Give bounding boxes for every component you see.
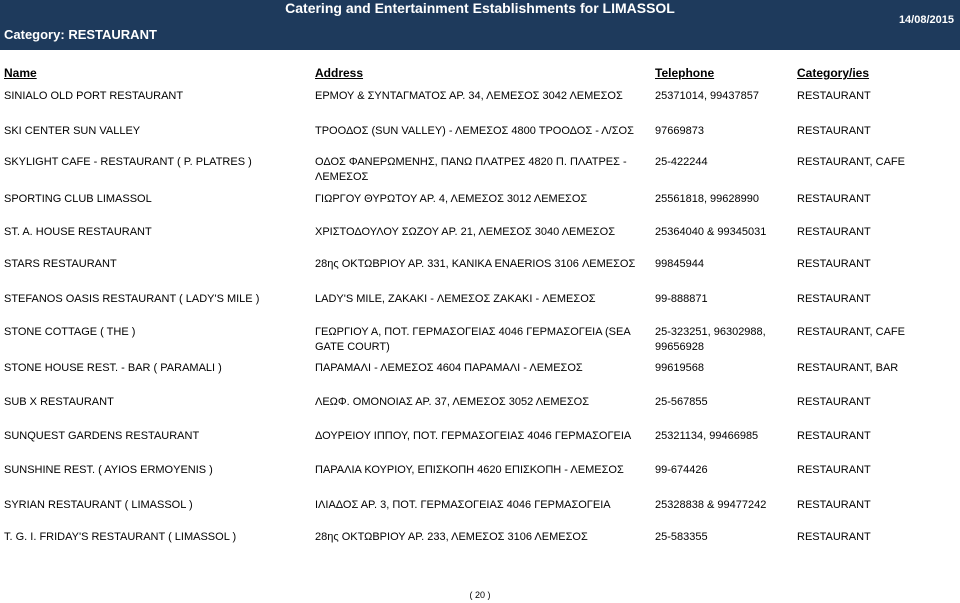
name-cell: SKI CENTER SUN VALLEY [4,125,141,137]
name-cell: SUB X RESTAURANT [4,396,114,408]
category-cell: RESTAURANT [797,499,871,511]
address-cell: ΧΡΙΣΤΟΔΟΥΛΟΥ ΣΩΖΟΥ ΑΡ. 21, ΛΕΜΕΣΟΣ 3040 ΛΕΜΕΣΟΣ [315,226,616,238]
category-cell: RESTAURANT [797,226,871,238]
address-cell: ΤΡΟΟΔΟΣ (SUN VALLEY) - ΛΕΜΕΣΟΣ 4800 ΤΡΟΟΔΟΣ - Λ/ΣΟΣ [315,125,634,137]
address-cell: ΓΙΩΡΓΟΥ ΘΥΡΩΤΟΥ ΑΡ. 4, ΛΕΜΕΣΟΣ 3012 ΛΕΜΕΣΟΣ [315,193,588,205]
category-cell: RESTAURANT [797,90,871,102]
address-cell: ΠΑΡΑΛΙΑ ΚΟΥΡΙΟΥ, ΕΠΙΣΚΟΠΗ 4620 ΕΠΙΣΚΟΠΗ - ΛΕΜΕΣΟΣ [315,464,624,476]
telephone-cell: 99-674426 [655,464,708,476]
name-cell: SKYLIGHT CAFE - RESTAURANT ( P. PLATRES ) [4,156,252,168]
name-cell: SYRIAN RESTAURANT ( LIMASSOL ) [4,499,193,511]
column-header-telephone: Telephone [655,66,715,80]
name-cell: SUNQUEST GARDENS RESTAURANT [4,430,200,442]
address-cell: 28ης ΟΚΤΩΒΡΙΟΥ ΑΡ. 233, ΛΕΜΕΣΟΣ 3106 ΛΕΜΕΣΟΣ [315,531,588,543]
column-header-name: Name [4,66,37,80]
name-cell: ST. A. HOUSE RESTAURANT [4,226,152,238]
category-cell: RESTAURANT [797,531,871,543]
category-cell: RESTAURANT, CAFE [797,156,905,168]
category-cell: RESTAURANT [797,293,871,305]
category-cell: RESTAURANT [797,464,871,476]
name-cell: STARS RESTAURANT [4,258,117,270]
page-number: ( 20 ) [469,590,491,600]
address-cell: LADY'S MILE, ZAKAKI - ΛΕΜΕΣΟΣ ZAKAKI - ΛΕΜΕΣΟΣ [315,293,596,305]
name-cell: SPORTING CLUB LIMASSOL [4,193,152,205]
category-cell: RESTAURANT [797,125,871,137]
address-cell: ΙΛΙΑΔΟΣ ΑΡ. 3, ΠΟΤ. ΓΕΡΜΑΣΟΓΕΙΑΣ 4046 ΓΕΡΜΑΣΟΓΕΙΑ [315,499,611,511]
address-cell: ΠΑΡΑΜΑΛΙ - ΛΕΜΕΣΟΣ 4604 ΠΑΡΑΜΑΛΙ - ΛΕΜΕΣΟΣ [315,362,583,374]
address-cell: ΟΔΟΣ ΦΑΝΕΡΩΜΕΝΗΣ, ΠΑΝΩ ΠΛΑΤΡΕΣ 4820 Π. ΠΛΑΤΡΕΣ - ΛΕΜΕΣΟΣ [315,156,627,183]
category-cell: RESTAURANT [797,193,871,205]
category-cell: RESTAURANT, BAR [797,362,899,374]
address-cell: 28ης ΟΚΤΩΒΡΙΟΥ ΑΡ. 331, KANIKA ENAERIOS 3106 ΛΕΜΕΣΟΣ [315,258,636,270]
column-header-address: Address [315,66,364,80]
telephone-cell: 25328838 & 99477242 [655,499,767,511]
document-header [0,0,960,50]
telephone-cell: 25-422244 [655,156,708,168]
category-value: RESTAURANT [68,27,157,42]
telephone-cell: 25-567855 [655,396,708,408]
telephone-cell: 25371014, 99437857 [655,90,759,102]
category-heading [4,27,157,42]
category-cell: RESTAURANT, CAFE [797,326,905,338]
name-cell: T. G. I. FRIDAY'S RESTAURANT ( LIMASSOL ) [4,531,237,543]
name-cell: SINIALO OLD PORT RESTAURANT [4,90,184,102]
telephone-cell: 25364040 & 99345031 [655,226,767,238]
telephone-cell: 97669873 [655,125,704,137]
address-cell: ΛΕΩΦ. ΟΜΟΝΟΙΑΣ ΑΡ. 37, ΛΕΜΕΣΟΣ 3052 ΛΕΜΕΣΟΣ [315,396,589,408]
telephone-cell: 25-583355 [655,531,708,543]
telephone-cell: 25321134, 99466985 [655,430,759,442]
report-date: 14/08/2015 [898,14,954,26]
telephone-cell: 99-888871 [655,293,708,305]
column-header-category: Category/ies [797,66,870,80]
telephone-cell: 99845944 [655,258,704,270]
telephone-cell: 99619568 [655,362,704,374]
name-cell: STEFANOS OASIS RESTAURANT ( LADY'S MILE ) [4,293,260,305]
name-cell: SUNSHINE REST. ( AYIOS ERMOYENIS ) [4,464,213,476]
address-cell: ΔΟΥΡΕΙΟΥ ΙΠΠΟΥ, ΠΟΤ. ΓΕΡΜΑΣΟΓΕΙΑΣ 4046 ΓΕΡΜΑΣΟΓΕΙΑ [315,430,632,442]
category-cell: RESTAURANT [797,396,871,408]
category-cell: RESTAURANT [797,430,871,442]
address-cell: ΓΕΩΡΓΙΟΥ Α, ΠΟΤ. ΓΕΡΜΑΣΟΓΕΙΑΣ 4046 ΓΕΡΜΑΣΟΓΕΙΑ (SEA GATE COURT) [315,326,631,353]
document-title: Catering and Entertainment Establishments for LIMASSOL [285,0,675,16]
category-cell: RESTAURANT [797,258,871,270]
telephone-cell: 25-323251, 96302988, 99656928 [655,326,766,353]
category-label: Category: [4,27,65,42]
name-cell: STONE COTTAGE ( THE ) [4,326,136,338]
name-cell: STONE HOUSE REST. - BAR ( PARAMALI ) [4,362,222,374]
address-cell: ΕΡΜΟΥ & ΣΥΝΤΑΓΜΑΤΟΣ ΑΡ. 34, ΛΕΜΕΣΟΣ 3042 ΛΕΜΕΣΟΣ [315,90,623,102]
telephone-cell: 25561818, 99628990 [655,193,759,205]
